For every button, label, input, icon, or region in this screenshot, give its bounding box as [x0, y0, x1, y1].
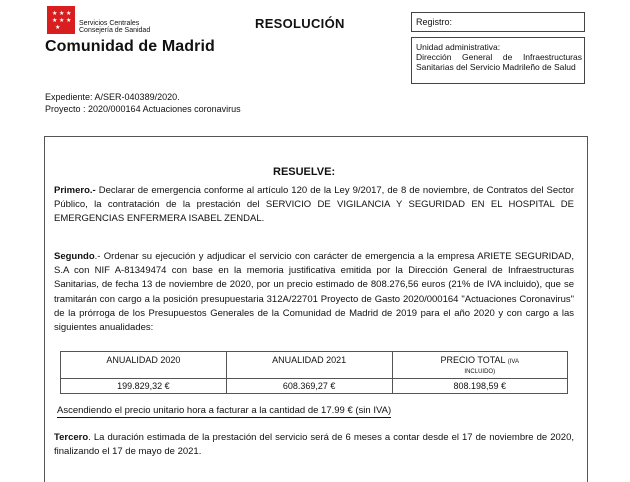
segundo-label: Segundo — [54, 251, 95, 262]
star-icon: ★ — [55, 25, 61, 31]
segundo-text: .- Ordenar su ejecución y adjudicar el servicio con carácter de emergencia a la empresa ARIETE SEGURIDAD, S.A con NIF A-81349474 con base en la memoria justificativa emitida por la Dirección General de Infraestructuras Sanitarias, de fecha 13 de noviembre de 2020, por un precio estimado de 808.276,56 euros (21% de IVA incluido), que se tramitarán con cargo a la posición presupuestaria 312A/22701 Proyecto de Gasto 2020/000164 "Actuaciones Coronavirus" de la prórroga de los Presupuestos Generales de la Comunidad de Madrid de 2019 para el año 2020 y con cargo a las siguientes anualidades: — [54, 251, 574, 334]
star-icon: ★ — [59, 11, 65, 17]
unidad-value: Dirección General de Infraestructuras Sanitarias del Servicio Madrileño de Salud — [416, 52, 582, 72]
header-precio-total — [392, 352, 567, 379]
star-icon: ★ — [52, 18, 58, 24]
header-anualidad-2020: ANUALIDAD 2020 — [61, 352, 227, 379]
table-row — [61, 379, 568, 394]
tercero-text: . La duración estimada de la prestación del servicio será de 6 meses a contar desde el 17 de noviembre de 2020, finalizando el 17 de mayo de 2021. — [54, 432, 574, 458]
resuelve-heading: RESUELVE: — [273, 166, 336, 178]
tercero-label: Tercero — [54, 432, 89, 443]
org-line-2: Consejería de Sanidad — [79, 27, 151, 34]
expediente: Expediente: A/SER-040389/2020. — [45, 92, 180, 102]
primero-text: Declarar de emergencia conforme al artículo 120 de la Ley 9/2017, de 8 de noviembre, de Contratos del Sector Público, la contratación de la prestación del SERVICIO DE VIGILANCIA Y SEGURIDAD EN EL HOSPITAL DE EMERGENCIAS ENFERMERA ISABEL ZENDAL. — [54, 185, 574, 225]
registro-label: Registro: — [416, 17, 453, 27]
star-icon: ★ — [52, 11, 58, 17]
value-anualidad-2020: 199.829,32 € — [61, 379, 227, 394]
header-iva-note-a: (IVA — [507, 359, 519, 365]
document-title: RESOLUCIÓN — [255, 16, 345, 31]
primero-paragraph — [54, 184, 574, 227]
brand-name: Comunidad de Madrid — [45, 38, 215, 55]
unidad-label: Unidad administrativa: — [416, 42, 501, 52]
unidad-box — [411, 37, 585, 84]
org-line-1: Servicios Centrales — [79, 20, 140, 27]
segundo-paragraph — [54, 250, 574, 335]
comunidad-madrid-logo — [47, 6, 75, 34]
tercero-paragraph — [54, 431, 574, 459]
star-icon: ★ — [59, 18, 65, 24]
ascendiendo-line: Ascendiendo el precio unitario hora a facturar a la cantidad de 17.99 € (sin IVA) — [57, 405, 392, 416]
registro-box — [411, 12, 585, 32]
header-iva-note-b: INCLUIDO) — [464, 369, 496, 375]
anualidades-table — [60, 351, 568, 394]
star-icon: ★ — [66, 18, 72, 24]
table-header-row — [61, 352, 568, 379]
value-precio-total: 808.198,59 € — [392, 379, 567, 394]
star-icon: ★ — [66, 11, 72, 17]
proyecto: Proyecto : 2020/000164 Actuaciones coronavirus — [45, 104, 241, 114]
value-anualidad-2021: 608.369,27 € — [226, 379, 392, 394]
header-precio-total-label: PRECIO TOTAL — [440, 355, 506, 365]
header-anualidad-2021: ANUALIDAD 2021 — [226, 352, 392, 379]
primero-label: Primero.- — [54, 185, 96, 196]
